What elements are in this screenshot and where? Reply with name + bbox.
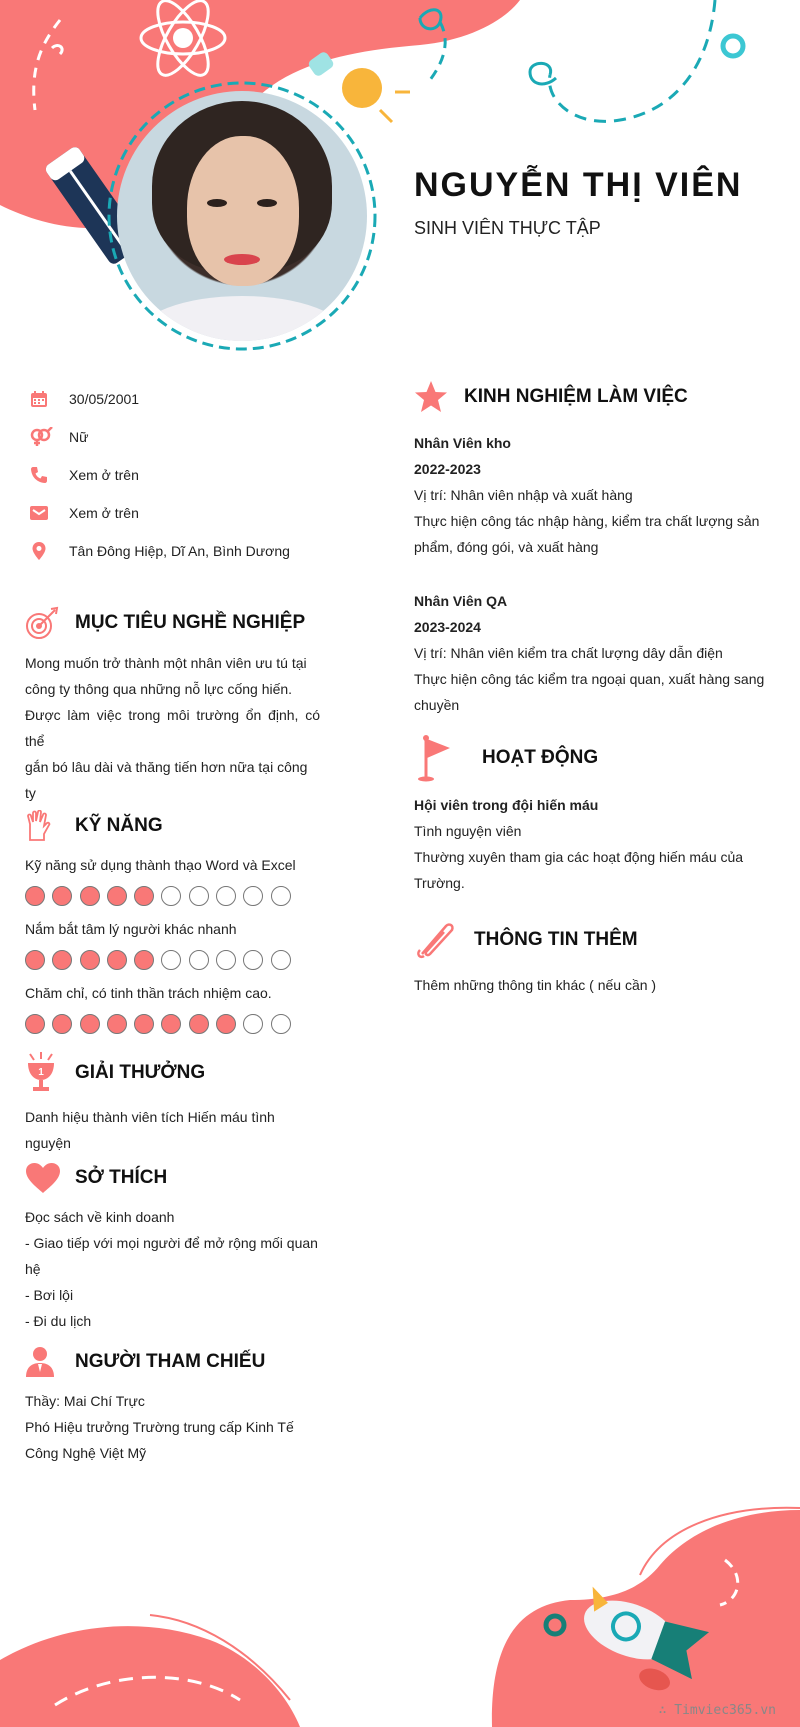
job-company: Nhân Viên QA	[414, 593, 508, 609]
svg-text:1: 1	[38, 1067, 44, 1078]
awards-text	[25, 1104, 320, 1156]
skill-rating	[25, 1014, 320, 1034]
contact-phone	[25, 456, 320, 494]
skill-dot-filled	[107, 886, 127, 906]
job-description: Thực hiện công tác nhập hàng, kiểm tra chất lượng sản	[414, 513, 760, 529]
section-title-text: KINH NGHIỆM LÀM VIỆC	[464, 386, 688, 407]
skill-dot-filled	[80, 1014, 100, 1034]
contact-list	[25, 380, 320, 570]
gender-icon	[25, 427, 69, 447]
skill-dot-filled	[189, 1014, 209, 1034]
heart-icon	[25, 1162, 75, 1194]
hobbies-text	[25, 1204, 320, 1334]
text-line: nguyện	[25, 1135, 71, 1151]
skills-list	[25, 854, 320, 1034]
skill-rating	[25, 950, 320, 970]
skills-title	[25, 810, 320, 842]
paperclip-icon	[414, 920, 474, 960]
text-line: - Giao tiếp với mọi người để mở rộng mối quan	[25, 1235, 318, 1251]
skill-dot-filled	[134, 886, 154, 906]
contact-birthday	[25, 380, 320, 418]
activities-title	[414, 734, 770, 782]
text-line: Thầy: Mai Chí Trực	[25, 1393, 145, 1409]
text-line: Được làm việc trong môi trường ổn định, có thể	[25, 707, 320, 749]
contact-text: Xem ở trên	[69, 505, 139, 521]
skill-dot-empty	[189, 950, 209, 970]
section-title-text: MỤC TIÊU NGHỀ NGHIỆP	[75, 612, 306, 633]
right-column	[414, 380, 770, 998]
skill-item	[25, 854, 320, 906]
skill-name: Chăm chỉ, có tinh thần trách nhiệm cao.	[25, 985, 272, 1001]
skill-dot-empty	[216, 950, 236, 970]
star-icon	[414, 380, 464, 414]
section-title-text: NGƯỜI THAM CHIẾU	[75, 1351, 266, 1372]
skill-dot-empty	[216, 886, 236, 906]
phone-icon	[25, 465, 69, 485]
job-period: 2022-2023	[414, 461, 481, 477]
skill-dot-empty	[161, 950, 181, 970]
watermark: ∴ Timviec365.vn	[658, 1703, 776, 1718]
skill-dot-empty	[271, 886, 291, 906]
contact-text: 30/05/2001	[69, 391, 140, 407]
text-line: Công Nghệ Việt Mỹ	[25, 1445, 147, 1461]
more-info-section	[414, 920, 770, 998]
skills-section	[25, 810, 320, 1034]
calendar-icon	[25, 389, 69, 409]
references-section	[25, 1346, 320, 1466]
contact-text: Tân Đông Hiệp, Dĩ An, Bình Dương	[69, 543, 290, 559]
skill-dot-empty	[243, 950, 263, 970]
location-icon	[25, 541, 69, 561]
candidate-name: NGUYỄN THỊ VIÊN	[414, 166, 743, 204]
references-text	[25, 1388, 320, 1466]
flag-icon	[414, 734, 482, 782]
experience-title	[414, 380, 770, 414]
job-entry	[414, 430, 770, 560]
profile-photo	[117, 91, 367, 341]
skill-dot-filled	[134, 950, 154, 970]
skill-item	[25, 918, 320, 970]
references-title	[25, 1346, 320, 1378]
awards-title	[25, 1052, 320, 1094]
awards-section	[25, 1052, 320, 1156]
skill-dot-filled	[52, 950, 72, 970]
more-info-title	[414, 920, 770, 960]
job-description: chuyền	[414, 697, 460, 713]
text-line: Đọc sách về kinh doanh	[25, 1209, 175, 1225]
skill-dot-filled	[107, 1014, 127, 1034]
objective-title	[25, 606, 320, 640]
contact-address	[25, 532, 320, 570]
job-entry	[414, 588, 770, 718]
objective-section	[25, 606, 320, 806]
skill-dot-empty	[243, 1014, 263, 1034]
target-icon	[25, 606, 75, 640]
left-column	[25, 380, 320, 1466]
text-line: gắn bó lâu dài và thăng tiến hơn nữa tại công	[25, 759, 308, 775]
text-line: - Bơi lội	[25, 1287, 74, 1303]
job-description: phẩm, đóng gói, và xuất hàng	[414, 539, 599, 555]
person-icon	[25, 1346, 75, 1378]
contact-gender	[25, 418, 320, 456]
activity-role: Tình nguyện viên	[414, 823, 522, 839]
job-description: Thực hiện công tác kiểm tra ngoại quan, xuất hàng sang	[414, 671, 765, 687]
hand-icon	[25, 810, 75, 842]
job-title: SINH VIÊN THỰC TẬP	[414, 218, 601, 238]
hobbies-title	[25, 1162, 320, 1194]
trophy-icon	[25, 1052, 75, 1094]
contact-text: Xem ở trên	[69, 467, 139, 483]
skill-dot-empty	[271, 950, 291, 970]
text-line: ty	[25, 785, 36, 801]
skill-dot-filled	[52, 1014, 72, 1034]
text-line: Trường.	[414, 875, 465, 891]
experience-section	[414, 380, 770, 718]
section-title-text: HOẠT ĐỘNG	[482, 747, 599, 768]
job-company: Nhân Viên kho	[414, 435, 511, 451]
section-title-text: GIẢI THƯỞNG	[75, 1062, 206, 1083]
skill-dot-empty	[189, 886, 209, 906]
job-position: Vị trí: Nhân viên kiểm tra chất lượng dây dẫn điện	[414, 645, 723, 661]
skill-dot-empty	[161, 886, 181, 906]
objective-text	[25, 650, 320, 806]
section-title-text: THÔNG TIN THÊM	[474, 929, 638, 950]
section-title-text: SỞ THÍCH	[75, 1167, 168, 1188]
job-period: 2023-2024	[414, 619, 481, 635]
skill-dot-filled	[80, 950, 100, 970]
skill-name: Kỹ năng sử dụng thành thạo Word và Excel	[25, 857, 296, 873]
activities-section	[414, 734, 770, 896]
skill-dot-filled	[161, 1014, 181, 1034]
job-position: Vị trí: Nhân viên nhập và xuất hàng	[414, 487, 633, 503]
skill-dot-empty	[271, 1014, 291, 1034]
skill-item	[25, 982, 320, 1034]
skill-dot-empty	[243, 886, 263, 906]
text-line: hệ	[25, 1261, 41, 1277]
skill-dot-filled	[107, 950, 127, 970]
skill-dot-filled	[134, 1014, 154, 1034]
text-line: công ty thông qua những nỗ lực cống hiến.	[25, 681, 293, 697]
photo-lips	[224, 254, 260, 265]
more-info-text: Thêm những thông tin khác ( nếu cần )	[414, 977, 657, 993]
hobbies-section	[25, 1162, 320, 1334]
skill-dot-filled	[25, 950, 45, 970]
text-line: Danh hiệu thành viên tích Hiến máu tình	[25, 1109, 275, 1125]
photo-eye-right	[257, 199, 277, 207]
skill-rating	[25, 886, 320, 906]
skill-name: Nắm bắt tâm lý người khác nhanh	[25, 921, 237, 937]
skill-dot-filled	[52, 886, 72, 906]
activities-text	[414, 792, 770, 896]
text-line: Phó Hiệu trưởng Trường trung cấp Kinh Tế	[25, 1419, 294, 1435]
contact-email	[25, 494, 320, 532]
skill-dot-filled	[80, 886, 100, 906]
skill-dot-filled	[25, 886, 45, 906]
activity-org: Hội viên trong đội hiến máu	[414, 797, 599, 813]
contact-text: Nữ	[69, 429, 89, 445]
text-line: Thường xuyên tham gia các hoạt động hiến máu của	[414, 849, 744, 865]
text-line: - Đi du lịch	[25, 1313, 92, 1329]
skill-dot-filled	[216, 1014, 236, 1034]
skill-dot-filled	[25, 1014, 45, 1034]
section-title-text: KỸ NĂNG	[75, 815, 163, 836]
email-icon	[25, 503, 69, 523]
photo-eye-left	[207, 199, 227, 207]
text-line: Mong muốn trở thành một nhân viên ưu tú tại	[25, 655, 307, 671]
photo-shirt	[137, 296, 347, 341]
